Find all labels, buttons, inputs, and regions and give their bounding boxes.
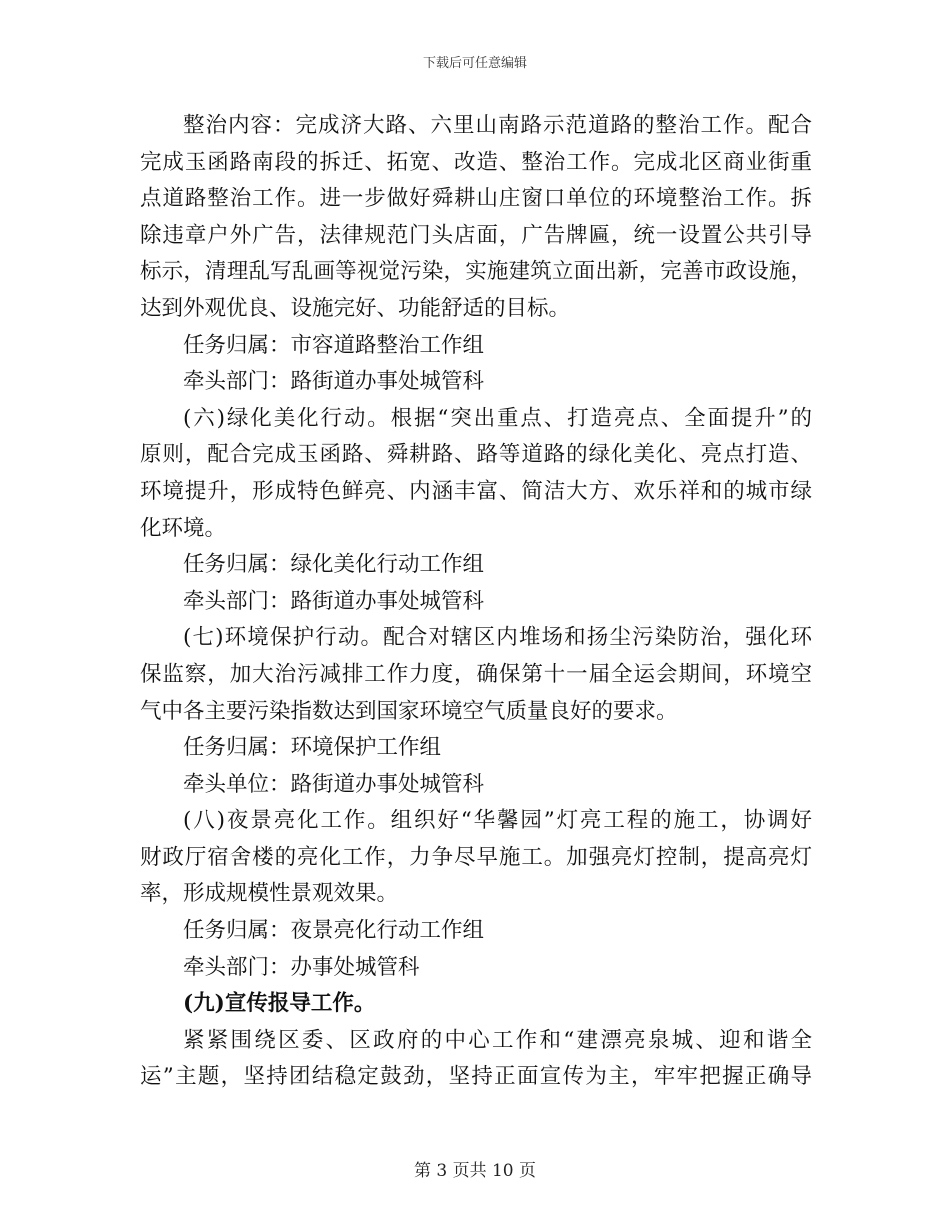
text-line: 财政厅宿舍楼的亮化工作，力争尽早施工。加强亮灯控制，提高亮灯 — [140, 844, 812, 870]
text-line: 除违章户外广告，法律规范门头店面，广告牌匾，统一设置公共引导 — [140, 222, 812, 248]
paragraph — [140, 584, 812, 621]
text-line: 原则，配合完成玉函路、舜耕路、路等道路的绿化美化、亮点打造、 — [140, 442, 812, 468]
text-line: (七)环境保护行动。配合对辖区内堆场和扬尘污染防治，强化环 — [183, 625, 812, 651]
text-line: 气中各主要污染指数达到国家环境空气质量良好的要求。 — [140, 698, 678, 724]
text-line: 紧紧围绕区委、区政府的中心工作和“建漂亮泉城、迎和谐全 — [183, 1027, 812, 1053]
text-line: 整治内容：完成济大路、六里山南路示范道路的整治工作。配合 — [183, 113, 812, 138]
paragraph — [140, 364, 812, 401]
paragraph — [140, 1023, 812, 1096]
page-number: 第 3 页共 10 页 — [413, 1161, 537, 1181]
text-line: 达到外观优良、设施完好、功能舒适的目标。 — [140, 295, 571, 321]
text-line: 标示，清理乱写乱画等视觉污染，实施建筑立面出新，完善市政设施， — [140, 259, 812, 285]
text-line: 运”主题，坚持团结稳定鼓劲，坚持正面宣传为主，牢牢把握正确导 — [140, 1064, 812, 1090]
text-line: 牵头部门：办事处城管科 — [183, 954, 420, 980]
text-line: 化环境。 — [140, 515, 227, 541]
text-line: 任务归属：绿化美化行动工作组 — [183, 552, 485, 578]
paragraph — [140, 913, 812, 950]
text-line: 牵头部门：路街道办事处城管科 — [183, 588, 485, 614]
text-line: (八)夜景亮化工作。组织好“华馨园”灯亮工程的施工，协调好 — [183, 808, 812, 834]
text-line: 牵头部门：路街道办事处城管科 — [183, 369, 485, 395]
text-line: (六)绿化美化行动。根据“突出重点、打造亮点、全面提升”的 — [183, 405, 812, 431]
paragraph — [140, 547, 812, 584]
text-line: (九)宣传报导工作。 — [183, 991, 376, 1017]
paragraph — [140, 328, 812, 365]
paragraph — [140, 803, 812, 913]
text-line: 任务归属：市容道路整治工作组 — [183, 332, 485, 358]
paragraph — [140, 401, 812, 547]
paragraph — [140, 108, 812, 328]
paragraph — [140, 767, 812, 804]
text-line: 保监察，加大治污减排工作力度，确保第十一届全运会期间，环境空 — [140, 661, 812, 687]
document-body — [140, 108, 812, 1096]
text-line: 率，形成规模性景观效果。 — [140, 881, 399, 907]
page-header: 下载后可任意编辑 — [422, 56, 527, 71]
text-line: 点道路整治工作。进一步做好舜耕山庄窗口单位的环境整治工作。拆 — [140, 186, 812, 212]
text-line: 环境提升，形成特色鲜亮、内涵丰富、简洁大方、欢乐祥和的城市绿 — [140, 478, 812, 504]
section-heading — [140, 986, 812, 1023]
paragraph — [140, 950, 812, 987]
text-line: 任务归属：环境保护工作组 — [183, 735, 442, 761]
text-line: 牵头单位：路街道办事处城管科 — [183, 771, 485, 797]
paragraph — [140, 620, 812, 730]
text-line: 完成玉函路南段的拆迁、拓宽、改造、整治工作。完成北区商业街重 — [140, 149, 812, 175]
text-line: 任务归属：夜景亮化行动工作组 — [183, 918, 485, 944]
paragraph — [140, 730, 812, 767]
